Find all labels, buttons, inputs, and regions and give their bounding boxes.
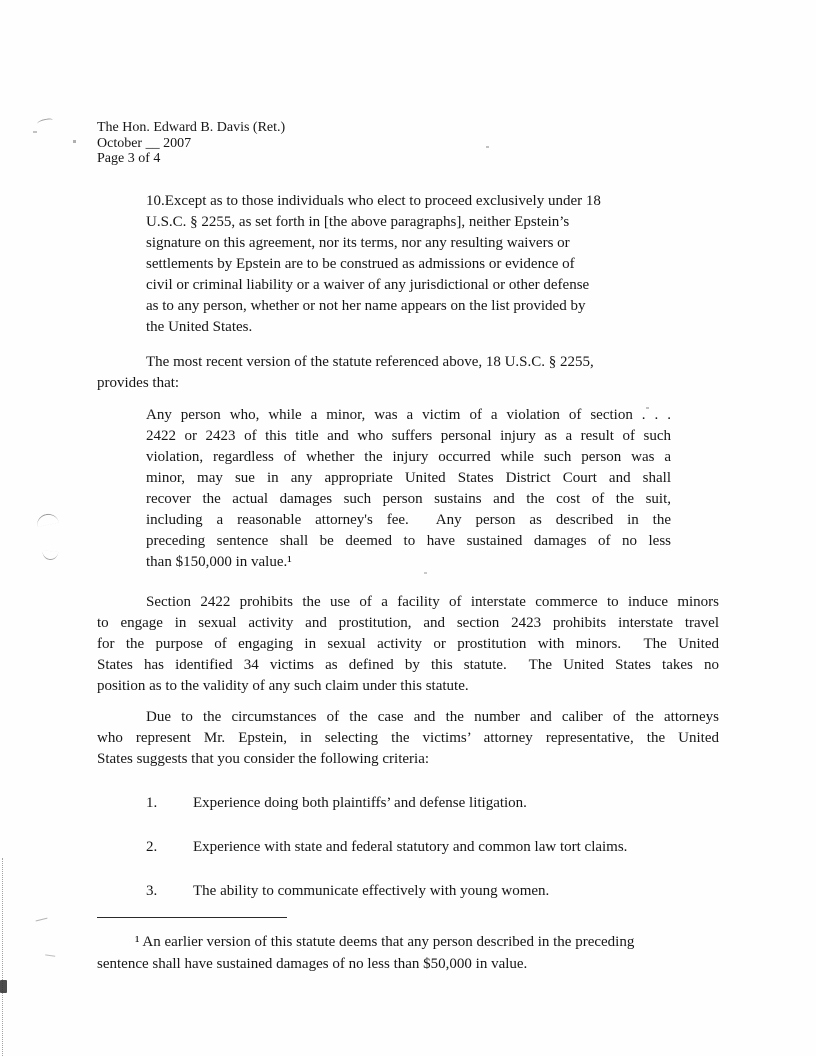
scan-artifact-blob xyxy=(0,980,7,993)
footnote-1: ¹ An earlier version of this statute deems that any person described in the preceding sentence shall have sustained damages of no less than $50,000 in value. xyxy=(97,934,635,972)
criteria-item-2 xyxy=(146,837,706,858)
statute-blockquote: Any person who, while a minor, was a victim of a violation of section . . . 2422 or 2423 of this title and who suffers personal injury as a result of such violation, regardless of whether the injury occurred while such person was a minor, may sue in any appropriate United States District Court and shall recover the actual damages such person sustains and the cost of the suit, including a reasonable attorney's fee. Any person as described in the preceding sentence shall be deemed to have sustained damages of no less than $150,000 in value.¹ xyxy=(146,407,671,570)
page-number-line: Page 3 of 4 xyxy=(97,151,161,166)
scan-artifact-mark xyxy=(36,918,49,926)
scan-artifact-pencil-curve xyxy=(42,550,59,561)
criteria-item-3-text: The ability to communicate effectively with young women. xyxy=(193,883,550,899)
criteria-item-3-number: 3. xyxy=(146,883,158,899)
scan-artifact-mark xyxy=(45,954,55,959)
footnote-separator-rule xyxy=(97,917,287,918)
recipient-line: The Hon. Edward B. Davis (Ret.) xyxy=(97,120,286,135)
criteria-item-2-number: 2. xyxy=(146,839,158,855)
scan-artifact-speck xyxy=(486,146,489,148)
scan-artifact-speck xyxy=(33,131,37,133)
criteria-item-3 xyxy=(146,881,706,902)
paragraph-10-excerpt: 10.Except as to those individuals who elect to proceed exclusively under 18 U.S.C. § 2255, as set forth in [the above paragraphs], neither Epstein’s signature on this agreement, nor its terms, nor any resulting waivers or settlements by Epstein are to be construed as admissions or evidence of civil or criminal liability or a waiver of any jurisdictional or other defense as to any person, whether or not her name appears on the list provided by the United States. xyxy=(146,193,601,335)
letter-header xyxy=(97,120,417,167)
statute-intro-paragraph: The most recent version of the statute referenced above, 18 U.S.C. § 2255, provides that: xyxy=(97,354,594,391)
criteria-item-2-text: Experience with state and federal statutory and common law tort claims. xyxy=(193,839,628,855)
scan-artifact-speck xyxy=(73,140,76,143)
scan-artifact-edge-dots xyxy=(2,858,3,1056)
scan-artifact-pencil-curve xyxy=(35,512,59,527)
section-2422-paragraph: Section 2422 prohibits the use of a facility of interstate commerce to induce minors to engage in sexual activity and prostitution, and section 2423 prohibits interstate travel for the purpose of engaging in sexual activity or prostitution with minors. The United States has identified 34 victims as defined by this statute. The United States takes no position as to the validity of any such claim under this statute. xyxy=(97,594,719,694)
date-line: October __ 2007 xyxy=(97,135,192,151)
criteria-item-1-text: Experience doing both plaintiffs’ and defense litigation. xyxy=(193,795,527,811)
criteria-item-1 xyxy=(146,793,706,814)
criteria-intro-paragraph: Due to the circumstances of the case and the number and caliber of the attorneys who represent Mr. Epstein, in selecting the victims’ attorney representative, the United States suggests that you consider the following criteria: xyxy=(97,709,719,767)
scan-artifact-dash xyxy=(37,118,54,127)
criteria-item-1-number: 1. xyxy=(146,795,158,811)
